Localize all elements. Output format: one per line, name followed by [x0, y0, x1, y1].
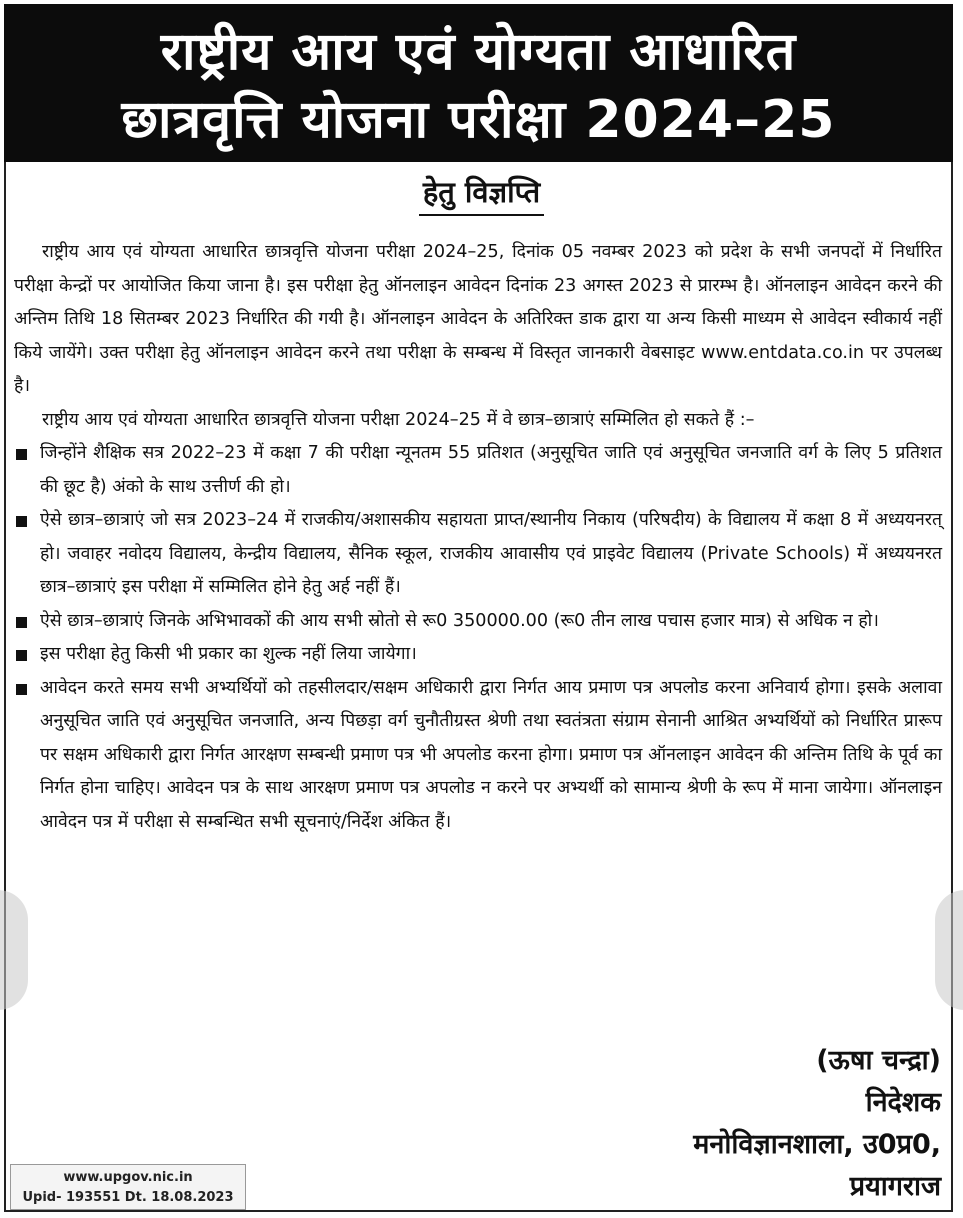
bullet-square-icon	[16, 684, 27, 695]
signatory-designation: निदेशक	[865, 1087, 941, 1118]
footer-upid: Upid- 193551 Dt. 18.08.2023	[22, 1190, 234, 1205]
eligibility-list	[14, 437, 942, 839]
list-item: ऐसे छात्र–छात्राएं जो सत्र 2023–24 में राजकीय/अशासकीय सहायता प्राप्त/स्थानीय निकाय (परिषदीय) के विद्यालय में कक्षा 8 में अध्ययनरत् हो। जवाहर नवोदय विद्यालय, केन्द्रीय विद्यालय, सैनिक स्कूल, राजकीय आवासीय एवं प्राइवेट विद्यालय (Private Schools) में अध्ययनरत छात्र–छात्राएं इस परीक्षा में सम्मिलित होने हेतु अर्ह नहीं हैं।	[14, 504, 942, 605]
title-line-2: छात्रवृत्ति योजना परीक्षा 2024–25	[121, 90, 836, 150]
bullet-square-icon	[16, 449, 27, 460]
list-item: ऐसे छात्र–छात्राएं जिनके अभिभावकों की आय सभी स्रोतो से रू0 350000.00 (रू0 तीन लाख पचास हजार मात्र) से अधिक न हो।	[14, 605, 942, 639]
notice-subtitle	[0, 172, 963, 216]
bullet-square-icon	[16, 617, 27, 628]
signature-block	[693, 1040, 941, 1208]
title-banner	[4, 4, 953, 162]
footer-website: www.upgov.nic.in	[63, 1170, 193, 1185]
previous-image-button[interactable]	[0, 890, 28, 1010]
bullet-square-icon	[16, 650, 27, 661]
next-image-button[interactable]	[935, 890, 963, 1010]
notice-body	[14, 236, 942, 839]
title-line-1: राष्ट्रीय आय एवं योग्यता आधारित	[160, 22, 797, 82]
list-item: इस परीक्षा हेतु किसी भी प्रकार का शुल्क नहीं लिया जायेगा।	[14, 638, 942, 672]
list-item: जिन्होंने शैक्षिक सत्र 2022–23 में कक्षा 7 की परीक्षा न्यूनतम 55 प्रतिशत (अनुसूचित जाति एवं अनुसूचित जनजाति वर्ग के लिए 5 प्रतिशत की छूट है) अंको के साथ उत्तीर्ण की हो।	[14, 437, 942, 504]
footer-stamp	[10, 1164, 246, 1210]
paragraph-eligibility: राष्ट्रीय आय एवं योग्यता आधारित छात्रवृत्ति योजना परीक्षा 2024–25 में वे छात्र–छात्राएं सम्मिलित हो सकते हैं :–	[42, 409, 755, 430]
signatory-name: (ऊषा चन्द्रा)	[816, 1045, 941, 1076]
subtitle-text: हेतु विज्ञप्ति	[419, 172, 544, 216]
paragraph-intro: राष्ट्रीय आय एवं योग्यता आधारित छात्रवृत्ति योजना परीक्षा 2024–25, दिनांक 05 नवम्बर 2023 को प्रदेश के सभी जनपदों में निर्धारित परीक्षा केन्द्रों पर आयोजित किया जाना है। इस परीक्षा हेतु ऑनलाइन आवेदन दिनांक 23 अगस्त 2023 से प्रारम्भ है। ऑनलाइन आवेदन करने की अन्तिम तिथि 18 सितम्बर 2023 निर्धारित की गयी है। ऑनलाइन आवेदन के अतिरिक्त डाक द्वारा या अन्य किसी माध्यम से आवेदन स्वीकार्य नहीं किये जायेंगे। उक्त परीक्षा हेतु ऑनलाइन आवेदन करने तथा परीक्षा के सम्बन्ध में विस्तृत जानकारी वेबसाइट www.entdata.co.in पर उपलब्ध है।	[14, 242, 942, 396]
signatory-city: प्रयागराज	[849, 1171, 941, 1202]
signatory-office: मनोविज्ञानशाला, उ0प्र0,	[693, 1129, 941, 1160]
list-item: आवेदन करते समय सभी अभ्यर्थियों को तहसीलदार/सक्षम अधिकारी द्वारा निर्गत आय प्रमाण पत्र अपलोड करना अनिवार्य होगा। इसके अलावा अनुसूचित जाति एवं अनुसूचित जनजाति, अन्य पिछड़ा वर्ग चुनौतीग्रस्त श्रेणी तथा स्वतंत्रता संग्राम सेनानी आश्रित अभ्यर्थियों को निर्धारित प्रारूप पर सक्षम अधिकारी द्वारा निर्गत आरक्षण सम्बन्धी प्रमाण पत्र भी अपलोड करना होगा। प्रमाण पत्र ऑनलाइन आवेदन की अन्तिम तिथि के पूर्व का निर्गत होना चाहिए। आवेदन पत्र के साथ आरक्षण प्रमाण पत्र अपलोड न करने पर अभ्यर्थी को सामान्य श्रेणी के रूप में माना जायेगा। ऑनलाइन आवेदन पत्र में परीक्षा से सम्बन्धित सभी सूचनाएं/निर्देश अंकित हैं।	[14, 672, 942, 840]
bullet-square-icon	[16, 516, 27, 527]
